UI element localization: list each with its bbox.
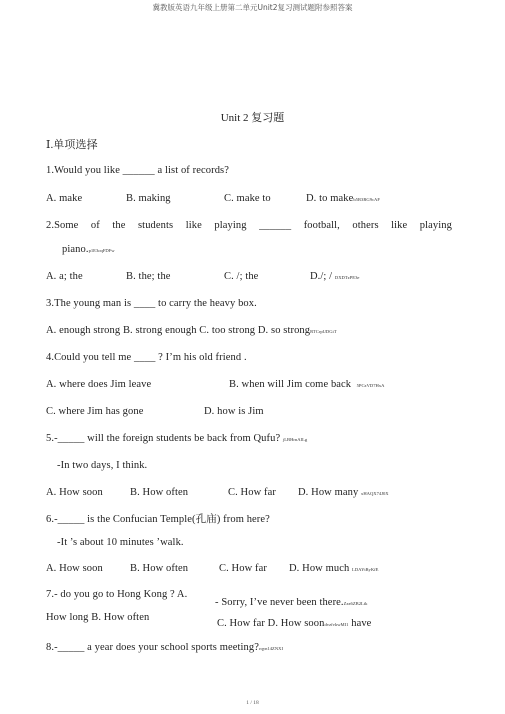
question-8-stem — [46, 642, 283, 653]
question-6-reply: -It ’s about 10 minutes ’walk. — [57, 537, 184, 548]
question-4-options-row2 — [46, 406, 264, 417]
option-a: A. a; the — [46, 271, 83, 282]
option-a: A. How soon — [46, 487, 103, 498]
page-number: 1 / 18 — [246, 700, 259, 706]
option-c: C. make to — [224, 193, 271, 204]
question-1-options — [46, 193, 380, 204]
code-text: 5PCzVD7HxA — [356, 383, 385, 388]
reply-text: - Sorry, I’ve never been there. — [215, 597, 344, 608]
question-7-reply — [215, 597, 367, 608]
option-d: D. How many — [298, 487, 359, 498]
option-c: C. /; the — [224, 271, 259, 282]
word: playing — [419, 220, 452, 231]
option-d: D. how is Jim — [204, 406, 264, 417]
question-3-stem: 3.The young man is ____ to carry the heavy box. — [46, 298, 257, 309]
question-2-stem — [46, 220, 452, 231]
document-header: 冀教版英语九年级上册第二单元Unit2复习测试题附参照答案 — [152, 3, 353, 12]
option-c: C. where Jim has gone — [46, 406, 144, 417]
question-7-options-cd — [217, 618, 371, 629]
code-text: rqyn14ZNXI — [259, 646, 283, 651]
word: others — [352, 220, 379, 231]
code-text: DXDTzPE3e — [334, 275, 360, 280]
option-c: C. How far — [228, 487, 276, 498]
stem-text: 8.-_____ a year does your school sports meeting? — [46, 642, 259, 653]
word: piano. — [62, 244, 89, 255]
option-a: A. How soon — [46, 563, 103, 574]
option-b: B. when will Jim come back — [229, 379, 352, 390]
code-text: dvzfvkwMI1 — [324, 622, 349, 627]
word: of — [90, 220, 100, 231]
option-b: B. making — [126, 193, 171, 204]
section-heading: Ⅰ.单项选择 — [46, 139, 98, 151]
word: like — [391, 220, 408, 231]
question-7-line1: 7.- do you go to Hong Kong ? A. — [46, 589, 188, 600]
question-2-cont — [62, 244, 115, 255]
word: football, — [303, 220, 340, 231]
question-7-line2: How long B. How often — [46, 612, 150, 623]
code-text: p1E3oqFDFw — [88, 248, 115, 253]
code-text: RTCrpUDGiT — [310, 329, 337, 334]
options-text: A. enough strong B. strong enough C. too strong D. so strong — [46, 325, 311, 336]
code-text: b5R3RG9cAF — [353, 197, 380, 202]
option-a: A. make — [46, 193, 83, 204]
word: like — [185, 220, 202, 231]
question-1-stem: 1.Would you like ______ a list of records? — [46, 165, 229, 176]
question-4-options-row1 — [46, 379, 384, 390]
question-3-options — [46, 325, 337, 336]
word: students — [138, 220, 174, 231]
question-6-stem: 6.-_____ is the Confucian Temple(孔庙) from here? — [46, 514, 270, 525]
option-a: A. where does Jim leave — [46, 379, 152, 390]
page-title: Unit 2 复习题 — [220, 112, 285, 124]
word: have — [351, 618, 372, 629]
code-text: xHAQX74J0X — [361, 491, 389, 496]
code-text: LDAYtRyKfE — [352, 567, 379, 572]
word: playing — [214, 220, 247, 231]
word: 2.Some — [46, 220, 79, 231]
question-5-stem — [46, 433, 307, 444]
option-d: D. to make — [306, 193, 354, 204]
question-5-options — [46, 487, 389, 498]
question-4-stem: 4.Could you tell me ____ ? I’m his old friend . — [46, 352, 247, 363]
option-b: B. How often — [130, 487, 189, 498]
question-5-reply: -In two days, I think. — [57, 460, 148, 471]
question-6-options — [46, 563, 379, 574]
code-text: Zzz6ZB2Ltk — [343, 601, 368, 606]
option-d: D. How much — [289, 563, 350, 574]
stem-text: 5.-_____ will the foreign students be back from Qufu? — [46, 433, 281, 444]
question-2-options — [46, 271, 359, 282]
option-b: B. the; the — [126, 271, 171, 282]
option-b: B. How often — [130, 563, 189, 574]
option-d: D./; / — [310, 271, 333, 282]
options-text: C. How far D. How soon — [217, 618, 325, 629]
option-c: C. How far — [219, 563, 267, 574]
word: ______ — [259, 220, 292, 231]
word: the — [112, 220, 126, 231]
code-text: jLBHrnAILg — [282, 437, 308, 442]
